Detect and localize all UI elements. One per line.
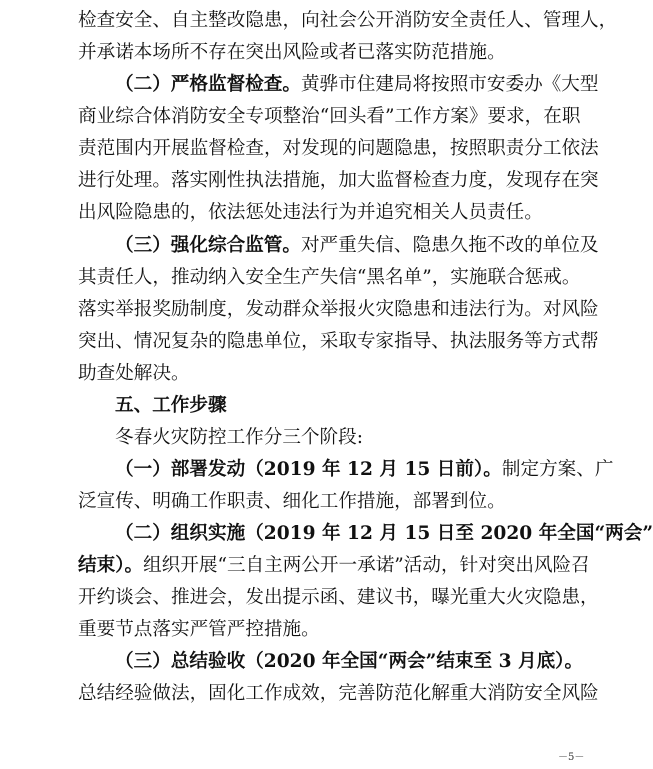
page-number: －5－ xyxy=(558,752,585,763)
paragraph-line: 重要节点落实严管严控措施。 xyxy=(78,619,320,640)
section-3-heading-line: （三）强化综合监管。对严重失信、隐患久拖不改的单位及 xyxy=(115,235,599,256)
paragraph-line: 突出、情况复杂的隐患单位，采取专家指导、执法服务等方式帮 xyxy=(78,331,599,352)
section-heading: （二）严格监督检查。 xyxy=(115,74,301,95)
stage-1-heading-line: （一）部署发动（2019 年 12 月 15 日前）。制定方案、广 xyxy=(115,459,614,480)
paragraph-line: 助查处解决。 xyxy=(78,363,190,384)
stage-heading: （一）部署发动（2019 年 12 月 15 日前）。 xyxy=(115,459,502,480)
stage-heading: （三）总结验收（2020 年全国“两会”结束至 3 月底）。 xyxy=(115,651,584,672)
paragraph-line: 落实举报奖励制度，发动群众举报火灾隐患和违法行为。对风险 xyxy=(78,299,599,320)
paragraph-line: 泛宣传、明确工作职责、细化工作措施，部署到位。 xyxy=(78,491,506,512)
paragraph-line: 总结经验做法，固化工作成效，完善防范化解重大消防安全风险 xyxy=(78,683,599,704)
stage-2-heading-line-continued: 结束）。组织开展“三自主两公开一承诺”活动，针对突出风险召 xyxy=(78,555,590,576)
stage-2-heading-line xyxy=(115,522,653,546)
paragraph-line: 检查安全、自主整改隐患，向社会公开消防安全责任人、管理人， xyxy=(78,10,618,31)
section-heading: （三）强化综合监管。 xyxy=(115,235,301,256)
paragraph-line: 冬春火灾防控工作分三个阶段: xyxy=(115,427,363,448)
chapter-heading: 五、工作步骤 xyxy=(115,395,227,416)
stage-3-heading-line xyxy=(115,650,584,674)
paragraph-line: 进行处理。落实刚性执法措施，加大监督检查力度，发现存在突 xyxy=(78,170,599,191)
stage-heading: 结束）。 xyxy=(78,555,144,576)
section-2-heading-line: （二）严格监督检查。黄骅市住建局将按照市安委办《大型 xyxy=(115,74,599,95)
stage-heading: （二）组织实施（2019 年 12 月 15 日至 2020 年全国“两会” xyxy=(115,523,653,544)
paragraph-line: 其责任人，推动纳入安全生产失信“黑名单”，实施联合惩戒。 xyxy=(78,267,581,288)
paragraph-line: 开约谈会、推进会，发出提示函、建议书，曝光重大火灾隐患， xyxy=(78,587,599,608)
paragraph-line: 并承诺本场所不存在突出风险或者已落实防范措施。 xyxy=(78,42,506,63)
paragraph-line: 出风险隐患的，依法惩处违法行为并追究相关人员责任。 xyxy=(78,202,543,223)
paragraph-line: 商业综合体消防安全专项整治“回头看”工作方案》要求，在职 xyxy=(78,106,581,127)
paragraph-line: 责范围内开展监督检查，对发现的问题隐患，按照职责分工依法 xyxy=(78,138,599,159)
